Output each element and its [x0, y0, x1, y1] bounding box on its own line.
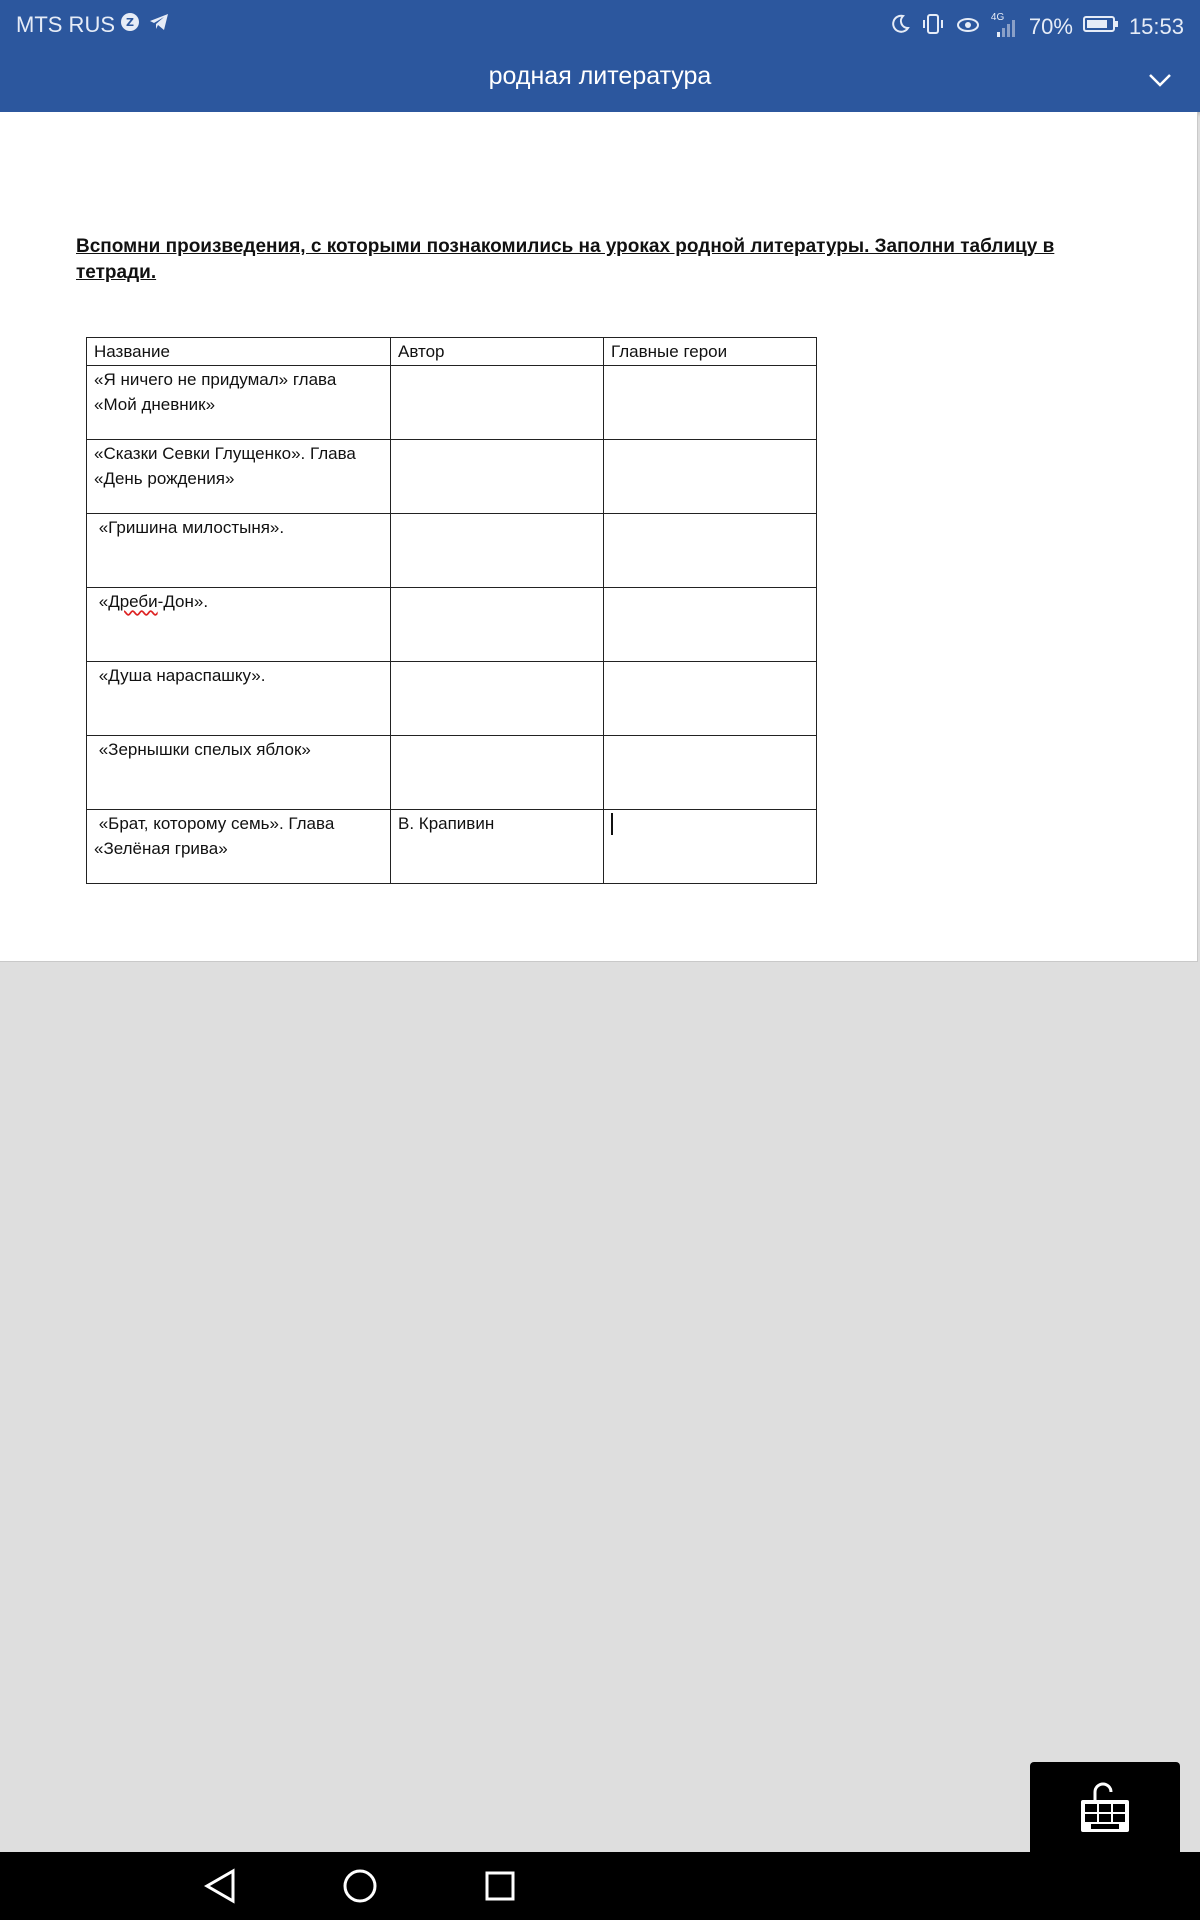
document-page[interactable] — [0, 112, 1198, 962]
table-row — [87, 514, 817, 588]
cell-author[interactable]: В. Крапивин — [391, 810, 604, 884]
column-header-author: Автор — [391, 338, 604, 366]
text-cursor — [611, 813, 613, 835]
cell-title[interactable] — [87, 810, 391, 884]
title-line: «Брат, которому семь». Глава — [94, 814, 335, 833]
instruction-text: Вспомни произведения, с которыми познакомились на уроках родной литературы. Заполни таблицу в тетради. — [76, 236, 1055, 283]
cell-heroes[interactable] — [604, 366, 817, 440]
column-header-title: Название — [87, 338, 391, 366]
vk-icon — [120, 12, 140, 38]
telegram-icon — [148, 12, 170, 38]
table-row — [87, 810, 817, 884]
status-bar — [0, 0, 1200, 50]
chevron-down-icon[interactable] — [1142, 66, 1178, 94]
title-line: «Сказки Севки Глущенко». Глава — [94, 444, 356, 463]
cell-heroes[interactable] — [604, 662, 817, 736]
cell-title[interactable] — [87, 514, 391, 588]
cell-heroes[interactable] — [604, 588, 817, 662]
app-bar — [0, 0, 1200, 112]
cell-heroes[interactable] — [604, 440, 817, 514]
document-title: родная литература — [488, 62, 712, 90]
recents-button[interactable] — [480, 1866, 520, 1906]
cell-heroes-active[interactable] — [604, 810, 817, 884]
keyboard-icon — [1073, 1782, 1137, 1842]
cell-heroes[interactable] — [604, 736, 817, 810]
cell-title[interactable] — [87, 588, 391, 662]
table-header-row — [87, 338, 817, 366]
table-row — [87, 588, 817, 662]
cell-title[interactable] — [87, 736, 391, 810]
cell-title[interactable] — [87, 440, 391, 514]
svg-text:Z: Z — [126, 16, 134, 29]
keyboard-toggle-button[interactable] — [1030, 1762, 1180, 1862]
title-line: «Душа нараспашку». — [94, 666, 266, 685]
cell-title[interactable] — [87, 366, 391, 440]
cell-title[interactable] — [87, 662, 391, 736]
cell-author[interactable] — [391, 514, 604, 588]
battery-icon — [1083, 14, 1119, 40]
cell-author[interactable] — [391, 440, 604, 514]
eye-icon — [955, 14, 981, 40]
network-type: 4G — [990, 12, 1005, 23]
table-row — [87, 440, 817, 514]
title-line: «Гришина милостыня». — [94, 518, 285, 537]
system-nav-bar — [0, 1852, 1200, 1920]
cell-heroes[interactable] — [604, 514, 817, 588]
title-line: «Зернышки спелых яблок» — [94, 740, 311, 759]
vibrate-icon — [921, 12, 945, 42]
table-row — [87, 366, 817, 440]
title-line: «День рождения» — [94, 469, 235, 488]
clock: 15:53 — [1128, 14, 1184, 39]
title-line: «Я ничего не придумал» глава — [94, 370, 337, 389]
title-suffix: -Дон». — [157, 592, 209, 611]
home-button[interactable] — [340, 1866, 380, 1906]
moon-icon — [889, 13, 911, 41]
works-table — [86, 337, 817, 884]
table-row — [87, 662, 817, 736]
back-button[interactable] — [200, 1866, 240, 1906]
column-header-heroes: Главные герои — [604, 338, 817, 366]
carrier-name: MTS RUS — [16, 12, 115, 37]
title-line: «Мой дневник» — [94, 395, 216, 414]
cell-author[interactable] — [391, 662, 604, 736]
table-row — [87, 736, 817, 810]
signal-icon — [990, 12, 1019, 38]
cell-author[interactable] — [391, 736, 604, 810]
spellcheck-word[interactable]: Дреби — [108, 592, 158, 611]
battery-percent: 70% — [1028, 14, 1073, 39]
title-prefix: « — [94, 592, 109, 611]
title-line: «Зелёная грива» — [94, 839, 228, 858]
cell-author[interactable] — [391, 588, 604, 662]
cell-author[interactable] — [391, 366, 604, 440]
